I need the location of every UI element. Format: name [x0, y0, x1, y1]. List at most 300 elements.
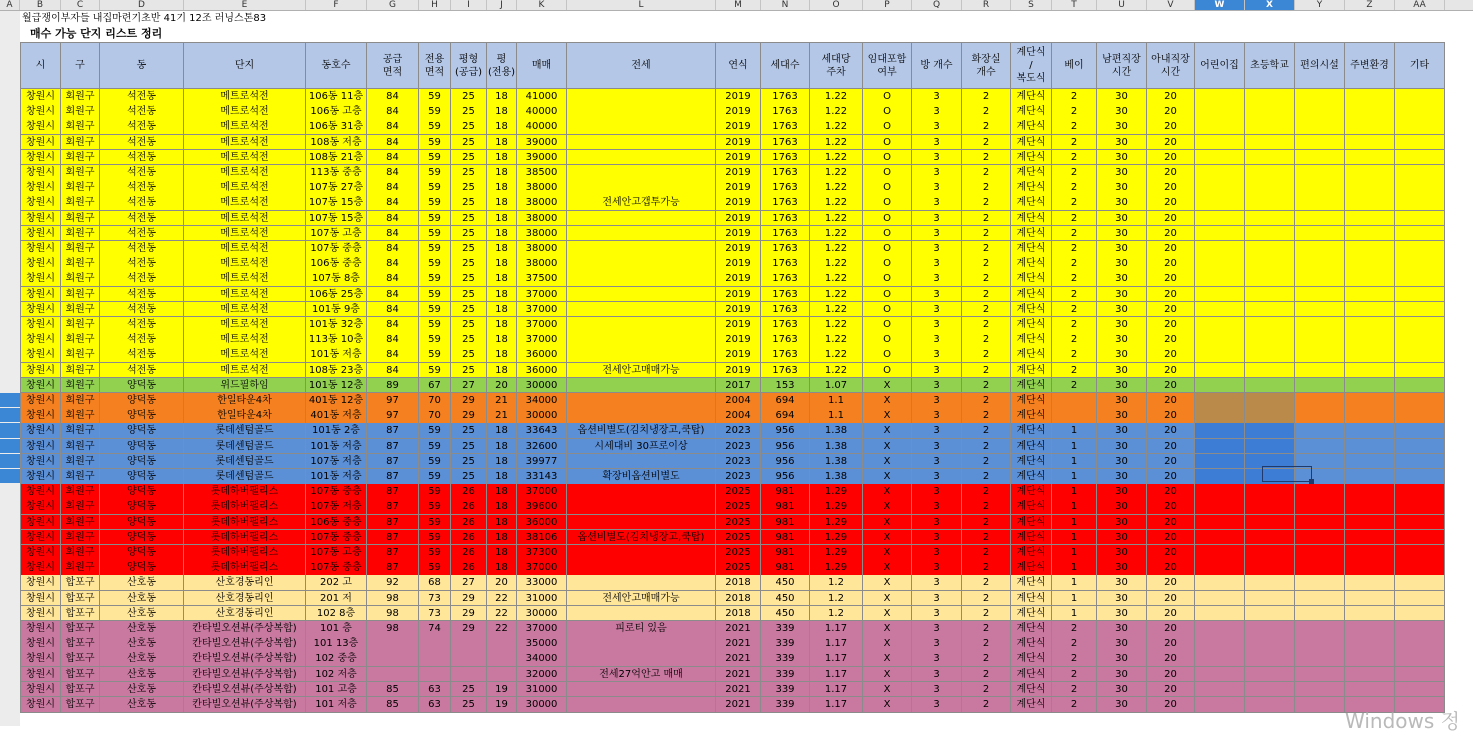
table-cell[interactable]: 회원구: [61, 363, 100, 379]
table-cell[interactable]: 합포구: [61, 697, 100, 713]
table-cell[interactable]: 2019: [716, 135, 761, 151]
table-cell[interactable]: 84: [367, 89, 419, 105]
table-cell[interactable]: 956: [761, 423, 810, 439]
table-cell[interactable]: 339: [761, 697, 810, 713]
table-cell[interactable]: 19: [487, 697, 517, 713]
table-cell[interactable]: 메트로석전: [184, 226, 306, 242]
table-cell[interactable]: 18: [487, 211, 517, 227]
table-cell[interactable]: [1245, 591, 1295, 607]
table-cell[interactable]: 창원시: [20, 636, 61, 652]
table-cell[interactable]: [1245, 135, 1295, 151]
table-cell[interactable]: 창원시: [20, 545, 61, 561]
table-cell[interactable]: 38000: [517, 195, 567, 211]
table-cell[interactable]: 20: [1147, 423, 1195, 439]
table-cell[interactable]: 산호동: [100, 621, 184, 637]
table-cell[interactable]: 회원구: [61, 560, 100, 576]
table-cell[interactable]: 26: [451, 515, 487, 531]
table-cell[interactable]: 2: [1052, 119, 1097, 135]
table-cell[interactable]: 석전동: [100, 317, 184, 333]
table-cell[interactable]: 30: [1097, 408, 1147, 424]
table-cell[interactable]: 2: [1052, 347, 1097, 363]
table-cell[interactable]: 2: [962, 515, 1011, 531]
table-cell[interactable]: 피로티 있음: [567, 621, 716, 637]
table-cell[interactable]: 73: [419, 591, 451, 607]
table-cell[interactable]: 84: [367, 135, 419, 151]
table-cell[interactable]: 25: [451, 454, 487, 470]
table-cell[interactable]: 회원구: [61, 332, 100, 348]
table-cell[interactable]: 창원시: [20, 287, 61, 303]
table-cell[interactable]: 합포구: [61, 621, 100, 637]
table-cell[interactable]: [1395, 347, 1445, 363]
table-cell[interactable]: 84: [367, 165, 419, 181]
table-cell[interactable]: 18: [487, 515, 517, 531]
table-cell[interactable]: 계단식: [1011, 423, 1052, 439]
table-cell[interactable]: 2019: [716, 211, 761, 227]
table-cell[interactable]: 2021: [716, 682, 761, 698]
table-cell[interactable]: [1195, 135, 1245, 151]
table-cell[interactable]: 106동 중층: [306, 256, 367, 272]
table-cell[interactable]: 20: [1147, 439, 1195, 455]
table-cell[interactable]: 20: [1147, 195, 1195, 211]
table-cell[interactable]: 956: [761, 454, 810, 470]
table-cell[interactable]: 회원구: [61, 499, 100, 515]
table-cell[interactable]: [1395, 211, 1445, 227]
table-cell[interactable]: O: [863, 332, 912, 348]
table-cell[interactable]: 34000: [517, 651, 567, 667]
table-cell[interactable]: 85: [367, 682, 419, 698]
table-cell[interactable]: 20: [1147, 135, 1195, 151]
table-cell[interactable]: 1.07: [810, 378, 863, 394]
table-cell[interactable]: 창원시: [20, 256, 61, 272]
table-cell[interactable]: [1295, 347, 1345, 363]
column-header-cell[interactable]: 단지: [184, 42, 306, 89]
table-cell[interactable]: [1195, 575, 1245, 591]
table-cell[interactable]: 30: [1097, 636, 1147, 652]
table-cell[interactable]: 석전동: [100, 180, 184, 196]
table-cell[interactable]: 계단식: [1011, 89, 1052, 105]
table-cell[interactable]: [1395, 226, 1445, 242]
table-cell[interactable]: 89: [367, 378, 419, 394]
table-cell[interactable]: 84: [367, 226, 419, 242]
table-cell[interactable]: 981: [761, 484, 810, 500]
table-cell[interactable]: 산호동: [100, 651, 184, 667]
table-cell[interactable]: 2021: [716, 636, 761, 652]
table-cell[interactable]: 계단식: [1011, 150, 1052, 166]
table-cell[interactable]: 메트로석전: [184, 135, 306, 151]
table-cell[interactable]: 회원구: [61, 378, 100, 394]
table-cell[interactable]: [1195, 682, 1245, 698]
table-cell[interactable]: [1245, 667, 1295, 683]
table-cell[interactable]: 20: [1147, 651, 1195, 667]
table-cell[interactable]: 450: [761, 591, 810, 607]
table-cell[interactable]: [567, 211, 716, 227]
table-cell[interactable]: [1195, 560, 1245, 576]
table-cell[interactable]: 2: [962, 332, 1011, 348]
table-cell[interactable]: 84: [367, 104, 419, 120]
table-cell[interactable]: 30: [1097, 195, 1147, 211]
table-cell[interactable]: 계단식: [1011, 195, 1052, 211]
table-cell[interactable]: [1345, 515, 1395, 531]
table-cell[interactable]: 1.29: [810, 515, 863, 531]
table-cell[interactable]: 2: [962, 393, 1011, 409]
table-cell[interactable]: 30: [1097, 287, 1147, 303]
table-cell[interactable]: 합포구: [61, 682, 100, 698]
table-cell[interactable]: [567, 135, 716, 151]
table-cell[interactable]: 2019: [716, 119, 761, 135]
column-letter-q[interactable]: Q: [912, 0, 962, 10]
column-header-cell[interactable]: 초등학교: [1245, 42, 1295, 89]
table-cell[interactable]: 59: [419, 545, 451, 561]
table-cell[interactable]: 30: [1097, 499, 1147, 515]
table-cell[interactable]: O: [863, 195, 912, 211]
table-cell[interactable]: [1295, 317, 1345, 333]
table-cell[interactable]: 3: [912, 560, 962, 576]
table-cell[interactable]: 22: [487, 621, 517, 637]
table-cell[interactable]: 18: [487, 89, 517, 105]
table-cell[interactable]: O: [863, 150, 912, 166]
table-cell[interactable]: 계단식: [1011, 636, 1052, 652]
table-cell[interactable]: 계단식: [1011, 271, 1052, 287]
column-header-cell[interactable]: 동: [100, 42, 184, 89]
table-cell[interactable]: 3: [912, 545, 962, 561]
table-cell[interactable]: [567, 271, 716, 287]
table-cell[interactable]: 29: [451, 591, 487, 607]
table-cell[interactable]: 101동 12층: [306, 378, 367, 394]
table-cell[interactable]: 창원시: [20, 119, 61, 135]
table-cell[interactable]: [1245, 621, 1295, 637]
table-cell[interactable]: 3: [912, 363, 962, 379]
table-cell[interactable]: 계단식: [1011, 408, 1052, 424]
table-cell[interactable]: X: [863, 667, 912, 683]
table-cell[interactable]: [1395, 530, 1445, 546]
table-cell[interactable]: 양덕동: [100, 484, 184, 500]
table-cell[interactable]: 1.1: [810, 393, 863, 409]
table-cell[interactable]: 108동 저층: [306, 135, 367, 151]
table-cell[interactable]: [1345, 651, 1395, 667]
table-cell[interactable]: 59: [419, 530, 451, 546]
table-cell[interactable]: 계단식: [1011, 302, 1052, 318]
table-cell[interactable]: [1295, 104, 1345, 120]
table-cell[interactable]: 107동 중층: [306, 484, 367, 500]
table-cell[interactable]: 창원시: [20, 104, 61, 120]
table-cell[interactable]: 39000: [517, 135, 567, 151]
table-cell[interactable]: X: [863, 484, 912, 500]
table-cell[interactable]: 2021: [716, 651, 761, 667]
table-cell[interactable]: 59: [419, 454, 451, 470]
table-cell[interactable]: [567, 150, 716, 166]
table-cell[interactable]: [1395, 150, 1445, 166]
table-cell[interactable]: [1395, 256, 1445, 272]
table-cell[interactable]: [1195, 363, 1245, 379]
table-cell[interactable]: 85: [367, 697, 419, 713]
table-cell[interactable]: O: [863, 347, 912, 363]
table-cell[interactable]: 2019: [716, 89, 761, 105]
table-cell[interactable]: 2: [1052, 180, 1097, 196]
table-cell[interactable]: X: [863, 454, 912, 470]
table-cell[interactable]: [1395, 302, 1445, 318]
table-cell[interactable]: 101동 9층: [306, 302, 367, 318]
table-cell[interactable]: [567, 180, 716, 196]
table-cell[interactable]: 107동 중층: [306, 530, 367, 546]
table-cell[interactable]: [1395, 423, 1445, 439]
table-cell[interactable]: O: [863, 226, 912, 242]
table-cell[interactable]: [1295, 195, 1345, 211]
table-cell[interactable]: 석전동: [100, 89, 184, 105]
table-cell[interactable]: 양덕동: [100, 454, 184, 470]
table-cell[interactable]: 1.2: [810, 606, 863, 622]
table-cell[interactable]: 창원시: [20, 89, 61, 105]
table-cell[interactable]: 롯데하버팰리스: [184, 545, 306, 561]
table-cell[interactable]: 31000: [517, 682, 567, 698]
table-cell[interactable]: 전세안고갭투가능: [567, 195, 716, 211]
table-cell[interactable]: [567, 606, 716, 622]
table-cell[interactable]: 20: [1147, 226, 1195, 242]
table-cell[interactable]: 양덕동: [100, 515, 184, 531]
table-cell[interactable]: 전세안고매매가능: [567, 363, 716, 379]
table-cell[interactable]: 2017: [716, 378, 761, 394]
table-cell[interactable]: [567, 697, 716, 713]
table-cell[interactable]: 1.22: [810, 302, 863, 318]
table-cell[interactable]: [567, 378, 716, 394]
table-cell[interactable]: 26: [451, 545, 487, 561]
table-cell[interactable]: 롯데하버팰리스: [184, 530, 306, 546]
table-cell[interactable]: 회원구: [61, 393, 100, 409]
table-cell[interactable]: 59: [419, 317, 451, 333]
table-cell[interactable]: O: [863, 211, 912, 227]
table-cell[interactable]: X: [863, 575, 912, 591]
table-cell[interactable]: 59: [419, 271, 451, 287]
table-cell[interactable]: 25: [451, 317, 487, 333]
table-cell[interactable]: 계단식: [1011, 591, 1052, 607]
table-cell[interactable]: 계단식: [1011, 439, 1052, 455]
table-cell[interactable]: 25: [451, 363, 487, 379]
row-header-selected[interactable]: [0, 408, 20, 422]
table-cell[interactable]: 2004: [716, 393, 761, 409]
table-cell[interactable]: 3: [912, 211, 962, 227]
table-cell[interactable]: 956: [761, 439, 810, 455]
table-cell[interactable]: 2: [962, 682, 1011, 698]
table-cell[interactable]: 2: [962, 530, 1011, 546]
table-cell[interactable]: 1763: [761, 363, 810, 379]
table-cell[interactable]: 68: [419, 575, 451, 591]
table-cell[interactable]: [1195, 667, 1245, 683]
table-cell[interactable]: 3: [912, 575, 962, 591]
table-cell[interactable]: 회원구: [61, 104, 100, 120]
column-header-cell[interactable]: 세대당 주차: [810, 42, 863, 89]
table-cell[interactable]: 2: [1052, 211, 1097, 227]
table-cell[interactable]: 25: [451, 697, 487, 713]
table-cell[interactable]: 회원구: [61, 195, 100, 211]
column-letter-m[interactable]: M: [716, 0, 761, 10]
table-cell[interactable]: 40000: [517, 104, 567, 120]
table-cell[interactable]: 87: [367, 530, 419, 546]
row-header-selected[interactable]: [0, 393, 20, 407]
table-cell[interactable]: 2: [1052, 241, 1097, 257]
table-cell[interactable]: 창원시: [20, 226, 61, 242]
table-cell[interactable]: 98: [367, 606, 419, 622]
table-cell[interactable]: [1295, 241, 1345, 257]
table-cell[interactable]: 2: [962, 560, 1011, 576]
table-cell[interactable]: 3: [912, 423, 962, 439]
table-cell[interactable]: 3: [912, 271, 962, 287]
table-cell[interactable]: [1195, 256, 1245, 272]
table-cell[interactable]: [1395, 104, 1445, 120]
table-cell[interactable]: 창원시: [20, 621, 61, 637]
table-cell[interactable]: 2: [962, 119, 1011, 135]
table-cell[interactable]: 30: [1097, 165, 1147, 181]
table-cell[interactable]: [1295, 545, 1345, 561]
row-header-selected[interactable]: [0, 469, 20, 483]
table-cell[interactable]: 양덕동: [100, 423, 184, 439]
table-cell[interactable]: 339: [761, 621, 810, 637]
table-cell[interactable]: 84: [367, 302, 419, 318]
table-cell[interactable]: 2: [962, 195, 1011, 211]
table-cell[interactable]: X: [863, 560, 912, 576]
table-cell[interactable]: 59: [419, 347, 451, 363]
table-cell[interactable]: 석전동: [100, 241, 184, 257]
table-cell[interactable]: 87: [367, 499, 419, 515]
table-cell[interactable]: [1345, 439, 1395, 455]
table-cell[interactable]: 2: [962, 591, 1011, 607]
table-cell[interactable]: 2: [962, 697, 1011, 713]
table-cell[interactable]: [1345, 180, 1395, 196]
table-cell[interactable]: 칸타빌오션뷰(주상복합): [184, 667, 306, 683]
table-cell[interactable]: [1345, 667, 1395, 683]
table-cell[interactable]: 113동 10층: [306, 332, 367, 348]
table-cell[interactable]: [1295, 165, 1345, 181]
table-cell[interactable]: [567, 454, 716, 470]
table-cell[interactable]: 339: [761, 682, 810, 698]
table-cell[interactable]: [1345, 484, 1395, 500]
table-cell[interactable]: 101동 2층: [306, 423, 367, 439]
table-cell[interactable]: 계단식: [1011, 530, 1052, 546]
table-cell[interactable]: 59: [419, 180, 451, 196]
table-cell[interactable]: 25: [451, 226, 487, 242]
table-cell[interactable]: 계단식: [1011, 241, 1052, 257]
table-cell[interactable]: [1245, 165, 1295, 181]
table-cell[interactable]: 59: [419, 515, 451, 531]
table-cell[interactable]: [1195, 165, 1245, 181]
table-cell[interactable]: 37000: [517, 484, 567, 500]
table-cell[interactable]: 18: [487, 530, 517, 546]
table-cell[interactable]: 계단식: [1011, 347, 1052, 363]
table-cell[interactable]: [1245, 89, 1295, 105]
table-cell[interactable]: [567, 332, 716, 348]
table-cell[interactable]: 메트로석전: [184, 363, 306, 379]
table-cell[interactable]: 2: [962, 454, 1011, 470]
table-cell[interactable]: 2: [962, 667, 1011, 683]
table-cell[interactable]: 339: [761, 651, 810, 667]
table-cell[interactable]: 74: [419, 621, 451, 637]
table-cell[interactable]: 107동 중층: [306, 241, 367, 257]
table-cell[interactable]: 1.17: [810, 621, 863, 637]
table-cell[interactable]: 1763: [761, 89, 810, 105]
table-cell[interactable]: 2019: [716, 287, 761, 303]
table-cell[interactable]: 3: [912, 667, 962, 683]
table-cell[interactable]: 30000: [517, 408, 567, 424]
table-cell[interactable]: [1195, 347, 1245, 363]
table-cell[interactable]: 메트로석전: [184, 317, 306, 333]
table-cell[interactable]: 석전동: [100, 347, 184, 363]
table-cell[interactable]: 양덕동: [100, 530, 184, 546]
table-cell[interactable]: X: [863, 469, 912, 485]
table-cell[interactable]: 계단식: [1011, 560, 1052, 576]
table-cell[interactable]: 30: [1097, 271, 1147, 287]
table-cell[interactable]: [1295, 439, 1345, 455]
table-cell[interactable]: 101동 저층: [306, 439, 367, 455]
table-cell[interactable]: 롯데센텀골드: [184, 469, 306, 485]
table-cell[interactable]: 칸타빌오션뷰(주상복합): [184, 621, 306, 637]
table-cell[interactable]: 36000: [517, 347, 567, 363]
table-cell[interactable]: 산호동: [100, 575, 184, 591]
table-cell[interactable]: 25: [451, 423, 487, 439]
table-cell[interactable]: [1245, 363, 1295, 379]
table-cell[interactable]: 981: [761, 499, 810, 515]
table-cell[interactable]: 2: [962, 256, 1011, 272]
table-cell[interactable]: 2: [1052, 195, 1097, 211]
table-cell[interactable]: 339: [761, 667, 810, 683]
table-cell[interactable]: 102 8층: [306, 606, 367, 622]
table-cell[interactable]: [1245, 469, 1295, 485]
table-cell[interactable]: [367, 667, 419, 683]
table-cell[interactable]: 2004: [716, 408, 761, 424]
table-cell[interactable]: 20: [1147, 545, 1195, 561]
table-cell[interactable]: 73: [419, 606, 451, 622]
table-cell[interactable]: 회원구: [61, 469, 100, 485]
table-cell[interactable]: 2: [962, 150, 1011, 166]
table-cell[interactable]: 20: [1147, 256, 1195, 272]
table-cell[interactable]: 창원시: [20, 682, 61, 698]
table-cell[interactable]: 87: [367, 560, 419, 576]
table-cell[interactable]: 한일타운4차: [184, 393, 306, 409]
table-cell[interactable]: 2: [962, 165, 1011, 181]
table-cell[interactable]: 2: [1052, 302, 1097, 318]
table-cell[interactable]: 18: [487, 499, 517, 515]
table-cell[interactable]: 34000: [517, 393, 567, 409]
table-cell[interactable]: [1345, 499, 1395, 515]
table-cell[interactable]: 메트로석전: [184, 119, 306, 135]
table-cell[interactable]: 36000: [517, 515, 567, 531]
table-cell[interactable]: 25: [451, 165, 487, 181]
table-cell[interactable]: 3: [912, 287, 962, 303]
table-cell[interactable]: 30: [1097, 150, 1147, 166]
table-cell[interactable]: 2: [962, 317, 1011, 333]
table-cell[interactable]: 102 저층: [306, 667, 367, 683]
table-cell[interactable]: 37000: [517, 560, 567, 576]
table-cell[interactable]: 102 중층: [306, 651, 367, 667]
table-cell[interactable]: 창원시: [20, 560, 61, 576]
table-cell[interactable]: 21: [487, 393, 517, 409]
table-cell[interactable]: [1295, 621, 1345, 637]
table-cell[interactable]: [567, 636, 716, 652]
table-cell[interactable]: 계단식: [1011, 165, 1052, 181]
table-cell[interactable]: 20: [1147, 469, 1195, 485]
table-cell[interactable]: 87: [367, 469, 419, 485]
table-cell[interactable]: 87: [367, 423, 419, 439]
table-cell[interactable]: 694: [761, 393, 810, 409]
table-cell[interactable]: [1395, 393, 1445, 409]
table-cell[interactable]: 2: [962, 575, 1011, 591]
table-cell[interactable]: 25: [451, 332, 487, 348]
table-cell[interactable]: [567, 651, 716, 667]
table-cell[interactable]: [1295, 499, 1345, 515]
table-cell[interactable]: [1395, 408, 1445, 424]
table-cell[interactable]: 2019: [716, 165, 761, 181]
table-cell[interactable]: 합포구: [61, 575, 100, 591]
table-cell[interactable]: 84: [367, 271, 419, 287]
column-letter-l[interactable]: L: [567, 0, 716, 10]
table-cell[interactable]: 30: [1097, 302, 1147, 318]
